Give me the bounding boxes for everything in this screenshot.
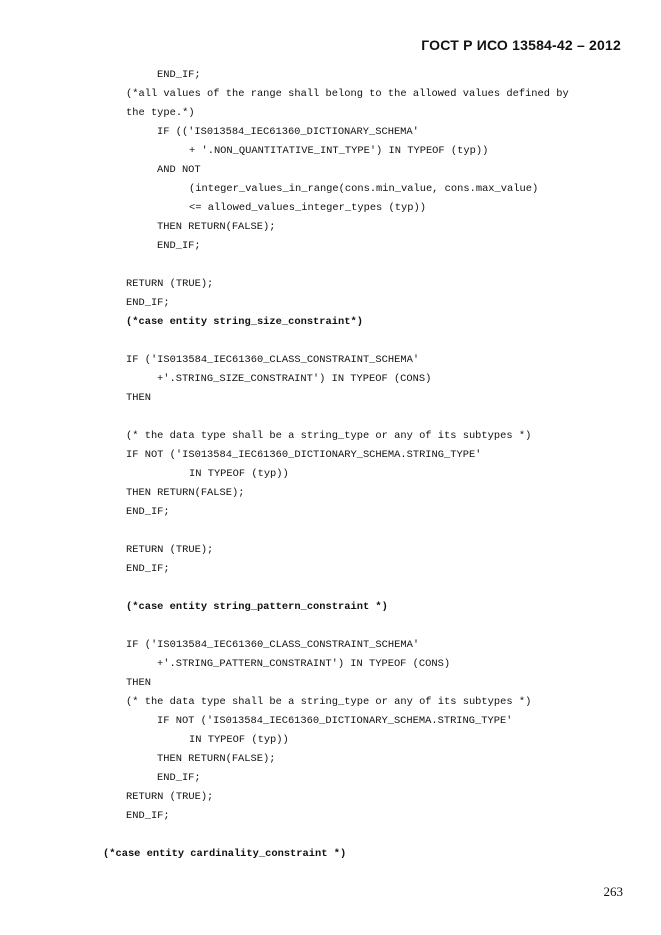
code-line: END_IF; bbox=[157, 69, 201, 81]
code-line: (*all values of the range shall belong to the allowed values defined by bbox=[126, 88, 569, 100]
code-line: IF NOT ('IS013584_IEC61360_DICTIONARY_SCHEMA.STRING_TYPE' bbox=[126, 449, 482, 461]
code-line: +'.STRING_PATTERN_CONSTRAINT') IN TYPEOF (CONS) bbox=[157, 658, 451, 670]
code-line: THEN RETURN(FALSE); bbox=[126, 487, 245, 499]
page-number: 263 bbox=[603, 884, 623, 899]
code-line: END_IF; bbox=[126, 297, 170, 309]
code-line: END_IF; bbox=[157, 772, 201, 784]
code-line: (* the data type shall be a string_type or any of its subtypes *) bbox=[126, 696, 532, 708]
code-line: IF (('IS013584_IEC61360_DICTIONARY_SCHEMA' bbox=[157, 126, 419, 138]
code-line: THEN bbox=[126, 677, 151, 689]
code-line: RETURN (TRUE); bbox=[126, 791, 214, 803]
code-line: (*case entity string_size_constraint*) bbox=[126, 316, 363, 328]
code-line: END_IF; bbox=[126, 506, 170, 518]
code-line: END_IF; bbox=[126, 563, 170, 575]
code-line: + '.NON_QUANTITATIVE_INT_TYPE') IN TYPEOF (typ)) bbox=[189, 145, 489, 157]
code-line: <= allowed_values_integer_types (typ)) bbox=[189, 202, 426, 214]
code-line: (*case entity string_pattern_constraint *) bbox=[126, 601, 388, 613]
code-line: AND NOT bbox=[157, 164, 201, 176]
code-line: RETURN (TRUE); bbox=[126, 544, 214, 556]
document-header: ГОСТ Р ИСО 13584-42 – 2012 bbox=[421, 37, 621, 53]
code-line: IF ('IS013584_IEC61360_CLASS_CONSTRAINT_SCHEMA' bbox=[126, 639, 420, 651]
code-line: (* the data type shall be a string_type or any of its subtypes *) bbox=[126, 430, 532, 442]
code-line: IN TYPEOF (typ)) bbox=[189, 468, 289, 480]
code-line: (*case entity cardinality_constraint *) bbox=[103, 848, 347, 860]
code-line: THEN RETURN(FALSE); bbox=[157, 753, 276, 765]
code-line: THEN RETURN(FALSE); bbox=[157, 221, 276, 233]
code-line: RETURN (TRUE); bbox=[126, 278, 214, 290]
code-line: END_IF; bbox=[126, 810, 170, 822]
code-line: IF ('IS013584_IEC61360_CLASS_CONSTRAINT_SCHEMA' bbox=[126, 354, 420, 366]
code-line: THEN bbox=[126, 392, 151, 404]
code-line: +'.STRING_SIZE_CONSTRAINT') IN TYPEOF (CONS) bbox=[157, 373, 432, 385]
code-line: END_IF; bbox=[157, 240, 201, 252]
code-line: IF NOT ('IS013584_IEC61360_DICTIONARY_SCHEMA.STRING_TYPE' bbox=[157, 715, 513, 727]
code-line: IN TYPEOF (typ)) bbox=[189, 734, 289, 746]
code-line: (integer_values_in_range(cons.min_value, cons.max_value) bbox=[189, 183, 539, 195]
code-line: the type.*) bbox=[126, 107, 195, 119]
